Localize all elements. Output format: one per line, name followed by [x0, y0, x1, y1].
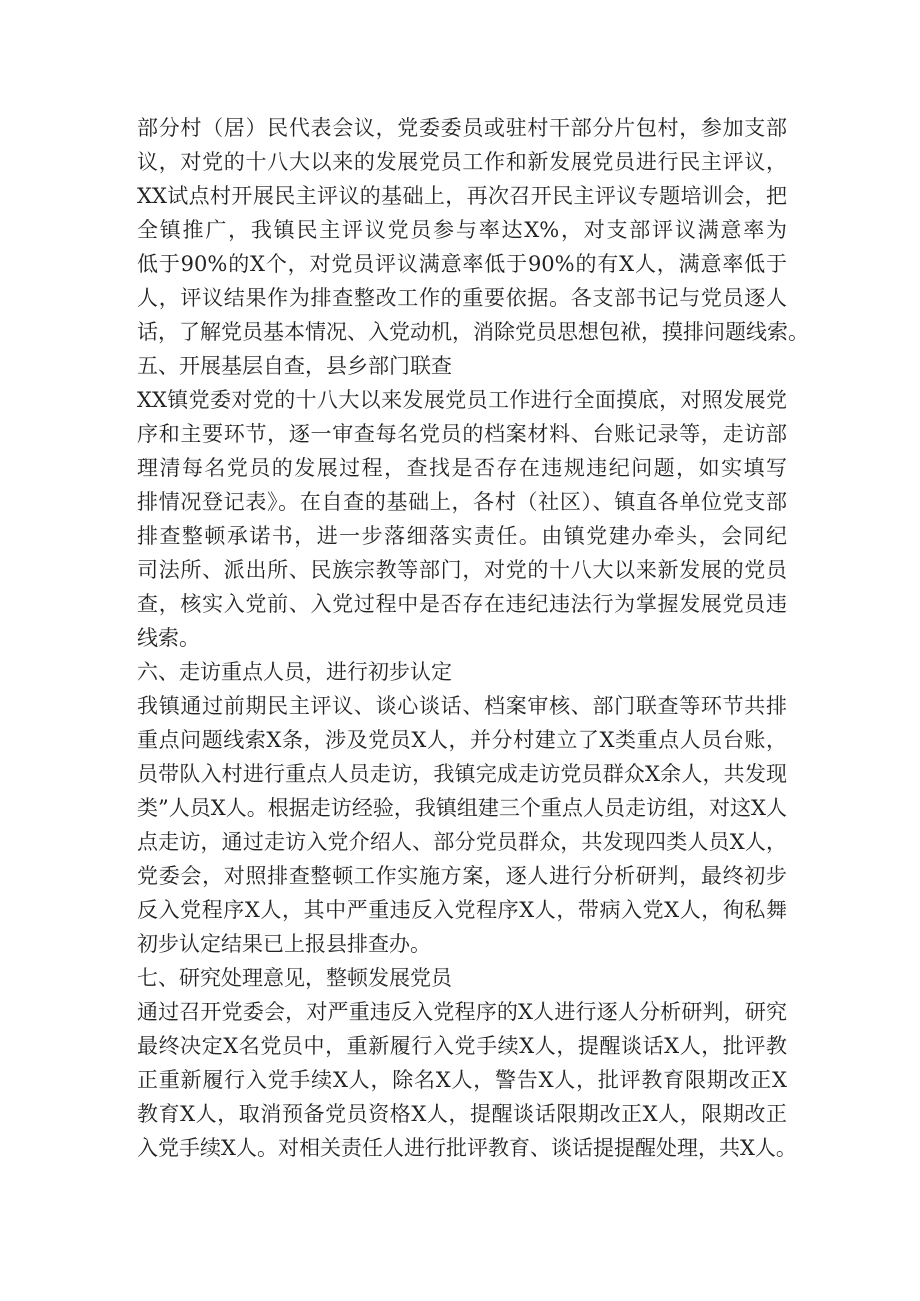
- text-line: 人，评议结果作为排查整改工作的重要依据。各支部书记与党员逐人: [137, 286, 787, 310]
- text-line: 教育X人，取消预备党员资格X人，提醒谈话限期改正X人，限期改正: [137, 1102, 787, 1126]
- text-line: 员带队入村进行重点人员走访，我镇完成走访党员群众X余人，共发现: [137, 762, 787, 786]
- text-line: 初步认定结果已上报县排查办。: [137, 932, 431, 956]
- text-line: 议，对党的十八大以来的发展党员工作和新发展党员进行民主评议，: [137, 150, 787, 174]
- text-line: 党委会，对照排查整顿工作实施方案，逐人进行分析研判，最终初步: [137, 864, 787, 888]
- section-heading: 六、走访重点人员，进行初步认定: [137, 660, 452, 684]
- text-line: 话，了解党员基本情况、入党动机，消除党员思想包袱，摸排问题线索。: [137, 320, 809, 344]
- document-page: [137, 111, 809, 1165]
- text-line: 点走访，通过走访入党介绍人、部分党员群众，共发现四类人员X人，: [137, 830, 787, 854]
- text-line: 排情况登记表》。在自查的基础上，各村（社区）、镇直各单位党支部: [137, 490, 787, 514]
- text-line: 线索。: [137, 626, 200, 650]
- section-heading: 五、开展基层自查，县乡部门联查: [137, 354, 452, 378]
- text-line: 最终决定X名党员中，重新履行入党手续X人，提醒谈话X人，批评教: [137, 1034, 787, 1058]
- text-line: 全镇推广，我镇民主评议党员参与率达X%，对支部评议满意率为: [137, 218, 787, 242]
- text-line: 理清每名党员的发展过程，查找是否存在违规违纪问题，如实填写: [137, 456, 787, 480]
- text-line: 序和主要环节，逐一审查每名党员的档案材料、台账记录等，走访部: [137, 422, 787, 446]
- text-line: 反入党程序X人，其中严重违反入党程序X人，带病入党X人，徇私舞: [137, 898, 787, 922]
- text-line: 低于90%的X个，对党员评议满意率低于90%的有X人，满意率低于: [137, 252, 787, 276]
- text-line: 排查整顿承诺书，进一步落细落实责任。由镇党建办牵头，会同纪: [137, 524, 787, 548]
- text-line: 重点问题线索X条，涉及党员X人，并分村建立了X类重点人员台账，: [137, 728, 787, 752]
- text-line: 我镇通过前期民主评议、谈心谈话、档案审核、部门联查等环节共排: [137, 694, 787, 718]
- text-line: XX镇党委对党的十八大以来发展党员工作进行全面摸底，对照发展党: [137, 388, 787, 412]
- text-line: 类”人员X人。根据走访经验，我镇组建三个重点人员走访组，对这X人: [137, 796, 787, 820]
- text-line: 正重新履行入党手续X人，除名X人，警告X人，批评教育限期改正X: [137, 1068, 787, 1092]
- text-line: XX试点村开展民主评议的基础上，再次召开民主评议专题培训会，把: [137, 184, 787, 208]
- section-heading: 七、研究处理意见，整顿发展党员: [137, 966, 452, 990]
- text-line: 部分村（居）民代表会议，党委委员或驻村干部分片包村，参加支部: [137, 116, 787, 140]
- text-line: 入党手续X人。对相关责任人进行批评教育、谈话提提醒处理，共X人。: [137, 1136, 797, 1160]
- text-line: 通过召开党委会，对严重违反入党程序的X人进行逐人分析研判，研究: [137, 1000, 787, 1024]
- text-line: 司法所、派出所、民族宗教等部门，对党的十八大以来新发展的党员: [137, 558, 787, 582]
- text-line: 查，核实入党前、入党过程中是否存在违纪违法行为掌握发展党员违: [137, 592, 787, 616]
